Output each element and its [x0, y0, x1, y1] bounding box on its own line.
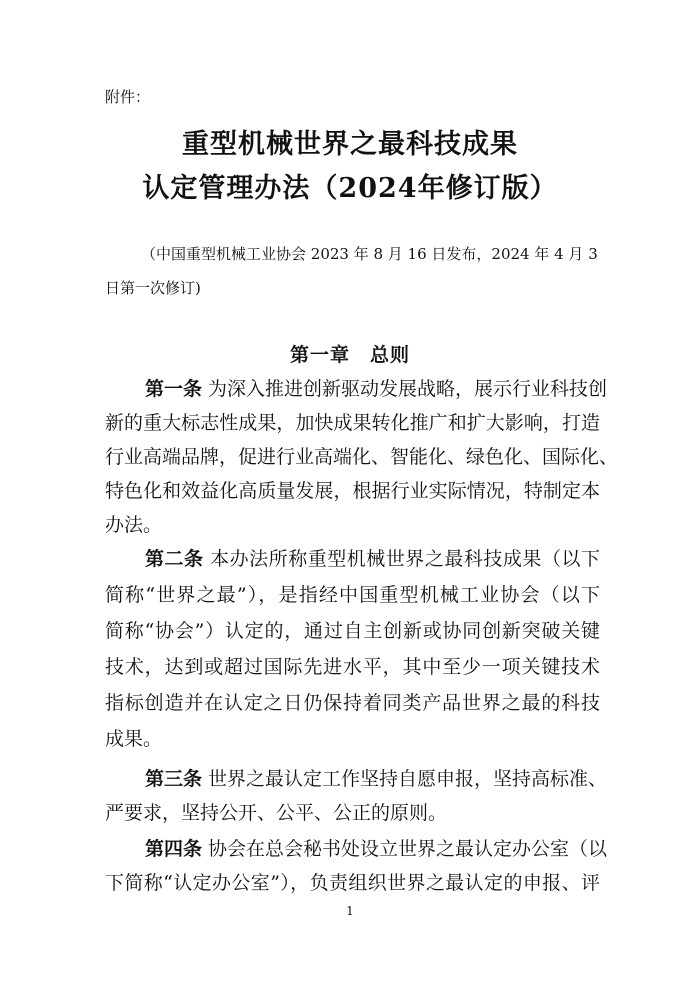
article-2-line: 成果。 — [105, 728, 163, 750]
article-3-label: 第三条 — [145, 768, 203, 790]
article-2-line: 技术，达到或超过国际先进水平，其中至少一项关键技术 — [105, 656, 600, 678]
article-2-line: 简称“世界之最”），是指经中国重型机械工业协会（以下 — [105, 584, 600, 606]
article-2-line: 指标创造并在认定之日仍保持着同类产品世界之最的科技 — [105, 692, 600, 714]
attachment-label: 附件： — [105, 88, 151, 106]
page-number: 1 — [346, 904, 354, 918]
article-1-label: 第一条 — [145, 378, 203, 400]
article-2-line: 简称“协会”）认定的，通过自主创新或协同创新突破关键 — [105, 620, 600, 642]
article-1-line: 行业高端品牌，促进行业高端化、智能化、绿色化、国际化、 — [105, 446, 619, 468]
chapter-heading: 第一章 总则 — [289, 344, 410, 366]
document-title-line-2: 认定管理办法（2024年修订版） — [142, 173, 558, 204]
article-1-line: 新的重大标志性成果，加快成果转化推广和扩大影响，打造 — [105, 412, 600, 434]
article-4-line: 第四条 协会在总会秘书处设立世界之最认定办公室（以 — [145, 838, 608, 860]
article-1-line: 办法。 — [105, 514, 163, 536]
article-3-line: 第三条 世界之最认定工作坚持自愿申报，坚持高标准、 — [145, 768, 608, 790]
article-3-line: 严要求，坚持公开、公平、公正的原则。 — [105, 802, 448, 824]
article-1-line: 特色化和效益化高质量发展，根据行业实际情况，特制定本 — [105, 480, 600, 502]
article-1-line: 第一条 为深入推进创新驱动发展战略，展示行业科技创 — [145, 378, 608, 400]
article-4-line: 下简称“认定办公室”），负责组织世界之最认定的申报、评 — [105, 872, 600, 894]
article-4-label: 第四条 — [145, 838, 203, 860]
article-2-line: 第二条 本办法所称重型机械世界之最科技成果（以下 — [145, 548, 600, 570]
article-2-label: 第二条 — [145, 548, 204, 570]
publish-note-line-1: （中国重型机械工业协会 2023 年 8 月 16 日发布，2024 年 4 月 3 — [141, 245, 598, 263]
publish-note-line-2: 日第一次修订) — [105, 279, 201, 297]
document-title-line-1: 重型机械世界之最科技成果 — [182, 129, 518, 160]
